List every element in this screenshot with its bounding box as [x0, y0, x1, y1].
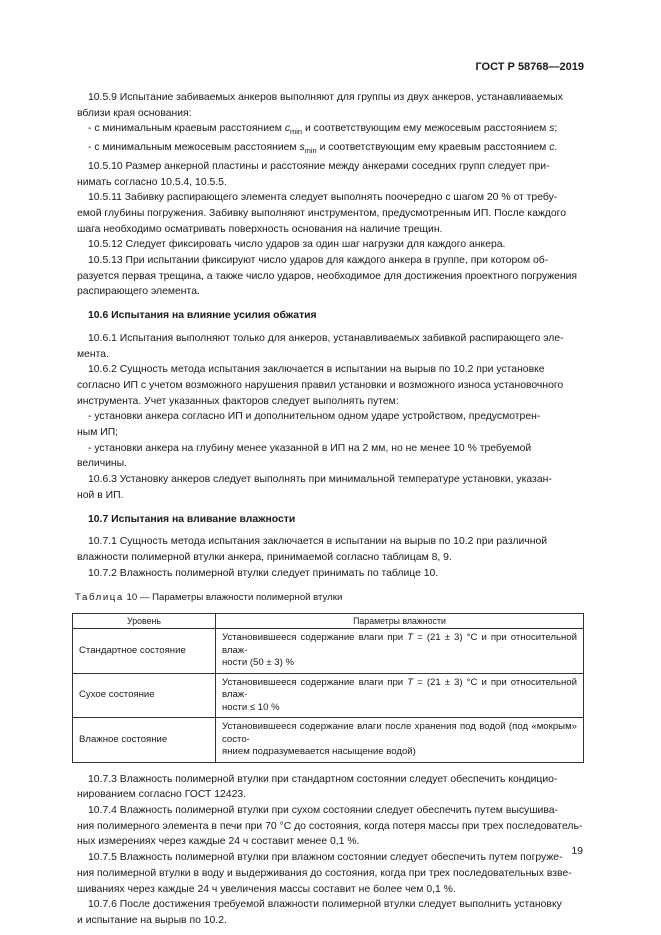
text-line: ния полимерной втулки в воду и выдерживания до состояния, когда при трех последовательных взве-: [77, 867, 572, 879]
bullet-extra-blow: [77, 409, 584, 440]
text-line: 10.6.2 Сущность метода испытания заключается в испытании на вырыв по 10.2 при установке: [88, 364, 545, 376]
bullet-min-spacing: [77, 140, 584, 159]
paragraph-10-7-2: [77, 566, 584, 582]
symbol-c: c: [549, 142, 555, 154]
text-run: Установившееся содержание влаги при: [222, 632, 408, 644]
table-cell-params: [216, 629, 584, 674]
text-run: и соответствующим ему краевым расстоянием: [316, 142, 550, 154]
text-line: 10.6.1 Испытания выполняют только для анкеров, устанавливаемых забивкой распирающего эле-: [88, 332, 564, 344]
symbol-s: s: [549, 123, 555, 135]
page-number: 19: [571, 845, 583, 857]
text-line: 10.5.11 Забивку распирающего элемента следует выполнять поочередно с шагом 20 % от требу-: [88, 192, 558, 204]
text-line: 10.7.4 Влажность полимерной втулки при сухом состоянии следует обеспечить путем высушива-: [88, 805, 558, 816]
text-line: инструмента. Учет указанных факторов следует выполнять путем:: [77, 395, 399, 407]
text-run: = (21 ± 3) °С и при относительной влаж-: [222, 676, 577, 701]
text-run: .: [554, 142, 558, 154]
paragraph-10-6-3: [77, 472, 584, 503]
text-line: влажности полимерной втулки анкера, принимаемой согласно таблицам 8, 9.: [77, 551, 452, 563]
symbol-c: c: [284, 123, 291, 135]
table-caption-word: Таблица: [75, 592, 124, 604]
text-line: - установки анкера согласно ИП и дополнительном одном ударе устройством, предусмотрен-: [88, 411, 541, 423]
table-row: [73, 629, 584, 674]
text-run: - с минимальным краевым расстоянием: [88, 123, 285, 135]
text-line: величины.: [77, 458, 128, 470]
table-row: [73, 673, 584, 718]
table-header-cell: Параметры влажности: [216, 614, 584, 629]
text-run: и соответствующим ему межосевым расстоянием: [302, 123, 550, 135]
paragraph-10-5-11: [77, 190, 584, 237]
table-caption: [75, 590, 584, 606]
humidity-table: [72, 613, 584, 763]
paragraph-10-7-3: [77, 772, 584, 803]
text-line: 10.5.13 При испытании фиксируют число ударов для каждого анкера в группе, при котором об-: [88, 255, 549, 267]
text-line: разуется первая трещина, а также число ударов, необходимое для достижения проектного погружения: [77, 270, 578, 282]
text-run: ности (50 ± 3) %: [222, 657, 295, 669]
paragraph-10-6-2: [77, 362, 584, 409]
paragraph-10-6-1: [77, 331, 584, 362]
text-line: ных измерениях через каждые 24 ч составит менее 0,1 %.: [77, 836, 360, 848]
text-line: - установки анкера на глубину менее указанной в ИП на 2 мм, но не менее 10 % требуемой: [88, 442, 532, 454]
table-cell-level: Стандартное состояние: [73, 629, 216, 674]
section-heading-10-7: 10.7 Испытания на вливание влажности: [88, 513, 296, 525]
text-line: 10.7.6 После достижения требуемой влажности полимерной втулки следует выполнить установку: [88, 899, 562, 911]
text-line: 10.7.2 Влажность полимерной втулки следует принимать по таблице 10.: [88, 567, 439, 579]
subscript-min: min: [290, 127, 303, 137]
table-cell-level: Влажное состояние: [73, 718, 216, 763]
text-run: янием подразумевается насыщение водой): [222, 746, 416, 758]
table-header-row: [73, 614, 584, 629]
text-line: 10.7.1 Сущность метода испытания заключается в испытании на вырыв по 10.2 при различной: [88, 536, 548, 548]
table-header-cell: Уровень: [73, 614, 216, 629]
symbol-t: T: [407, 632, 414, 644]
paragraph-10-7-6: [77, 897, 584, 928]
text-line: ния полимерного элемента в печи при 70 °С до состояния, когда потеря массы при трех последователь-: [77, 820, 583, 832]
text-line: согласно ИП с учетом возможного нарушения правил установки и возможного износа установочного: [77, 379, 564, 391]
subscript-min: min: [304, 146, 317, 156]
bullet-shallow-depth: [77, 441, 584, 472]
text-line: нимать согласно 10.5.4, 10.5.5.: [77, 176, 227, 188]
paragraph-10-5-13: [77, 253, 584, 300]
section-heading-10-6: 10.6 Испытания на влияние усилия обжатия: [88, 310, 317, 322]
table-cell-params: [216, 718, 584, 763]
text-line: емой глубины погружения. Забивку выполняют инструментом, предусмотренным ИП. После каждого: [77, 207, 566, 219]
bullet-min-edge-distance: [77, 121, 584, 140]
text-run: ;: [554, 123, 558, 135]
text-line: 10.7.5 Влажность полимерной втулки при влажном состоянии следует обеспечить путем погруже-: [88, 852, 563, 864]
paragraph-10-7-4: [77, 803, 584, 850]
text-line: нированием согласно ГОСТ 12423.: [77, 789, 247, 801]
symbol-s: s: [299, 142, 305, 154]
text-line: 10.5.12 Следует фиксировать число ударов за один шаг нагрузки для каждого анкера.: [88, 239, 506, 251]
text-line: мента.: [77, 348, 109, 360]
document-body: [77, 90, 584, 929]
text-line: шиваниях через каждые 24 ч увеличения массы составит не более чем 0,1 %.: [77, 883, 456, 895]
symbol-t: T: [407, 676, 414, 688]
text-line: шага необходимо осматривать поверхность основания на наличие трещин.: [77, 223, 443, 235]
paragraph-10-7-1: [77, 534, 584, 565]
text-line: распирающего элемента.: [77, 286, 200, 298]
text-line: ным ИП;: [77, 427, 119, 439]
table-cell-params: [216, 673, 584, 718]
text-line: 10.7.3 Влажность полимерной втулки при стандартном состоянии следует обеспечить кондицио-: [88, 773, 558, 785]
text-run: ности ≤ 10 %: [222, 701, 280, 713]
text-line: 10.5.9 Испытание забиваемых анкеров выполняют для группы из двух анкеров, устанавливаемых: [88, 92, 563, 103]
text-line: 10.6.3 Установку анкеров следует выполнять при минимальной температуре установки, указан-: [88, 474, 552, 486]
text-run: = (21 ± 3) °С и при относительной влаж-: [222, 632, 577, 656]
paragraph-10-5-12: [77, 237, 584, 253]
text-line: ной в ИП.: [77, 489, 124, 501]
text-line: вблизи края основания:: [77, 107, 192, 119]
table-row: [73, 718, 584, 763]
table-caption-text: 10 — Параметры влажности полимерной втулки: [123, 592, 343, 604]
text-line: 10.5.10 Размер анкерной пластины и расстояние между анкерами соседних групп следует при-: [88, 160, 550, 172]
paragraph-10-7-5: [77, 850, 584, 897]
table-cell-level: Сухое состояние: [73, 673, 216, 718]
text-run: Установившееся содержание влаги после хранения под водой (под «мокрым» состо-: [222, 721, 577, 745]
text-run: Установившееся содержание влаги при: [222, 676, 408, 688]
paragraph-10-5-10: [77, 159, 584, 190]
text-line: и испытание на вырыв по 10.2.: [77, 914, 227, 926]
paragraph-10-5-9: [77, 90, 584, 121]
document-header: ГОСТ Р 58768—2019: [475, 61, 584, 73]
text-run: - с минимальным межосевым расстоянием: [88, 142, 300, 154]
